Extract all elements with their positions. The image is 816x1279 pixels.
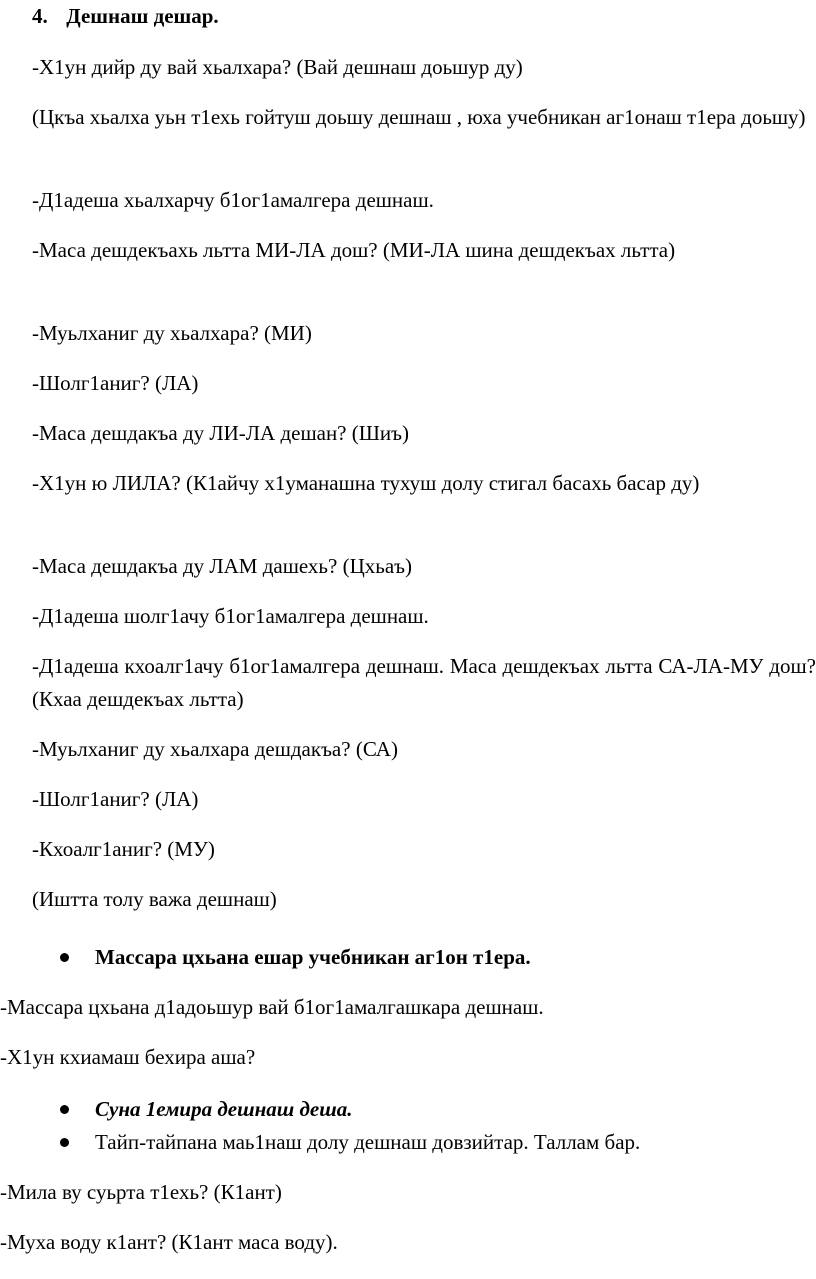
text-line: -Муха воду к1ант? (К1ант маса воду). — [0, 1230, 338, 1254]
text-line: -Х1ун дийр ду вай хьалхара? (Вай дешнаш доьшур ду) — [32, 55, 523, 79]
heading-title: Дешнаш дешар. — [66, 4, 219, 28]
text-line: (Иштта толу важа дешнаш) — [32, 887, 277, 911]
section-heading — [32, 0, 219, 33]
text-line: -Шолг1аниг? (ЛА) — [32, 787, 199, 811]
text-line: -Д1адеша хьалхарчу б1ог1амалгера дешнаш. — [32, 188, 434, 212]
text-line: -Кхоалг1аниг? (МУ) — [32, 837, 215, 861]
heading-number: 4. — [32, 4, 48, 28]
text-paragraph: -Маса дешдекъахь льтта МИ-ЛА дош? (МИ-ЛА шина дешдекъах льтта) — [32, 238, 676, 262]
text-line: -Шолг1аниг? (ЛА) — [32, 371, 199, 395]
bullet-dot-icon — [60, 1105, 69, 1114]
text-paragraph: (Цкъа хьалха уьн т1ехь гойтуш доьшу дешнаш , юха учебникан аг1онаш т1ера доьшу) — [32, 105, 806, 129]
text-line: -Мила ву суьрта т1ехь? (К1ант) — [0, 1180, 282, 1204]
text-line: -Муьлханиг ду хьалхара дешдакъа? (СА) — [32, 737, 398, 761]
text-line: -Д1адеша шолг1ачу б1ог1амалгера дешнаш. — [32, 604, 429, 628]
text-line: -Массара цхьана д1адоьшур вай б1ог1амалгашкара дешнаш. — [0, 995, 544, 1019]
text-line: -Муьлханиг ду хьалхара? (МИ) — [32, 321, 312, 345]
text-line: -Х1ун кхиамаш бехира аша? — [0, 1045, 256, 1069]
bullet-dot-icon — [60, 953, 69, 962]
text-line: -Маса дешдакъа ду ЛАМ дашехь? (Цхьаъ) — [32, 554, 412, 578]
bullet-item: Массара цхьана ешар учебникан аг1он т1ера. — [95, 945, 531, 969]
bullet-item: Суна 1емира дешнаш деша. — [95, 1097, 353, 1121]
bullet-dot-icon — [60, 1138, 69, 1147]
text-paragraph: -Д1адеша кхоалг1ачу б1ог1амалгера дешнаш. Маса дешдекъах льтта СА-ЛА-МУ дош? (Кхаа дешдекъах льтта) — [32, 654, 816, 711]
text-line: -Маса дешдакъа ду ЛИ-ЛА дешан? (Шиъ) — [32, 421, 410, 445]
bullet-item: Тайп-тайпана маь1наш долу дешнаш довзийтар. Таллам бар. — [95, 1130, 641, 1154]
text-paragraph: -Х1ун ю ЛИЛА? (К1айчу х1уманашна тухуш долу стигал басахь басар ду) — [32, 471, 700, 495]
